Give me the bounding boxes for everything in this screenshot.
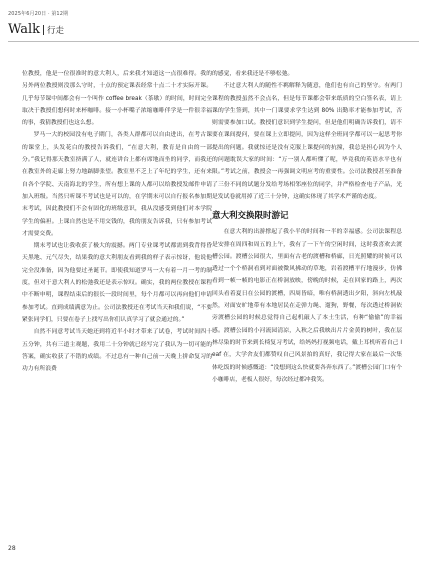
subheading: 意大利交换限时游记 (212, 211, 289, 222)
left-paragraph-2: 罗马一大的校园没有电子閘门，各类人群都可以自由进出，在考古课的课堂上，头发花白的教授告诉我们，“在意大利，教育是自由的一部分。”我记得那天教室挤满了人，就连讲台上都有席地而坐的同学，而我还在教室外的走廊上努力地踮脚张望。教室里不乏上了年纪的学生，还有来自各个学院、天南海北的学生，所有想上课的人都可以给教授发邮件申请加入班级。当然只听课不考试也是可以的，在学期末可以自行报名参加期末考试，因此教授们不会有固化的班级意识，我从没感受到他们对本学院学生的偏袒。上课自然也是不用交钱的，我的朋友告诉我，只有参加考试才需要交费。 (22, 132, 212, 237)
right-paragraph-3: 在意大利的出游撑起了我小半的时间和一半的幸福感。公司法课程总是安排在周四和周五的上午，我有了一下午的空闲时间，这时我喜欢去渡槽公园。渡槽公园很大，里面有古老的渡槽和桥廊，日光照耀的时候可以透过一个个桥洞看到对面被微风拂动的草地，岩着渡槽平行地漫步，仿佛看到一帧一帧的电影正在桥洞放映，傍晚的时候，走在回家的路上，两次回头看着夏日在公园的渡槽，四周皆暗，唯有桥洞透出夕阳，斜向左机敲然，对面安旷地带有本地居民在走弹力绳、遛狗，野餐，每次透过桥洞依旁渡槽公园的时候总觉得自己起机敲人了本土生活，有种“偷偷”的幸福感。渡槽公园的小河流园清凉，入秋之后我映出片片金黄的树叶，我在层林尽染的时节来到长椅复习考试，给妈妈打视频电话，戴上耳机听着自己 leaf 在，大学舍友们都赞叹自己风景拍的真好，我记得大家在最后一次集体吃饭的时候感慨道：“没想到这么快就要各奔东西了。”渡槽公园门口有个小咖啡店，老板人很好，每次经过都冲我笑。 (212, 229, 402, 383)
left-paragraph-3: 期末考试也让我收获了极大的震撼。两门专业课考试都需到我背得昏天黑地、元气尽失，结果我的意大利朋友看到我的样子表示惊讶，他说他完全没准备，因为他要过圣诞节。即使我知道罗马一大有着一月一考的制度，但对于意大利人的松弛我还是表示惊叹。确实，我的两位教授在课程中不断申明，课程结束后的很长一段时间里，每个月都可以再向他们申请参加考试。直到成绩满意为止。公司法教授还在考试当天和我们说，“不要紧张同学们，只要在卷子上找写出你们认真学习了就会通过的。” (22, 243, 212, 323)
section-divider (43, 25, 44, 35)
issue-line: 2025年6月20日 · 第12期 (8, 11, 69, 17)
right-paragraph-1: 的感觉，看来我还是不够松弛。 (212, 71, 294, 77)
right-paragraph-2: 不过意大利人的随性不羁解释为随意，他们也有自己的坚守。有两门课程的教授虽然不会点名，但是每节课都会带来纸质的空白签名表，请上课的学生签到，其中一门课要求学生达到 80% 出勤率才能参加考试，否则需要参加口试。教授们意识到学生提问，但是他们明确告诉我们，请不要在课间提问，要在课上立即提问，因为这样全班同学都可以一起思考你提出的问题。我就惊还是没有克服上课提问的抗撞，我总是担心因为个人的问题耽误大家的时间：“万一别人都听懂了呢，毕竟我的英语水平也有限。”考试之前，教授会一再强调文明应考的重要性。公司法教授甚至准备了三份不同的试题分发给考场相邻座位的同学，并严格检查电子产品，光是发试卷就用掉了近三十分钟，这确实体现了其学术严谨的态度。 (212, 83, 402, 200)
left-column (22, 68, 212, 375)
header-rule (8, 41, 419, 42)
section-header (8, 22, 64, 37)
left-paragraph-4: 自然不同意考试当天她还到将近半小时才带来了试卷，考试时间四十五分钟，共有三道主观题，我用二十分钟就已经写完了我认为一切可能的答案，确实收获了不错的成绩。不过总有一种自己前一天晚上拼命复习的功力有所浪费 (22, 329, 212, 373)
section-title-zh: 行走 (47, 25, 65, 36)
page-number: 28 (8, 545, 16, 552)
right-column (212, 68, 402, 386)
left-paragraph-1: 位教授，他是一位很准时的意大利人，后来我才知道这一点很难得。我的另外两位教授则没那么守时，十点的预定课表经常十点二十才实际开课。几乎每节课中间都会有一个叫作 coffee break（茶歇）的时间，时间完全取决于教授们想何时来杯咖啡。接一小杯嘴子浓缩咖啡伴学是一件很幸福的事，我猜教授们也这么想。 (22, 71, 212, 127)
section-title-en: Walk (8, 22, 41, 37)
